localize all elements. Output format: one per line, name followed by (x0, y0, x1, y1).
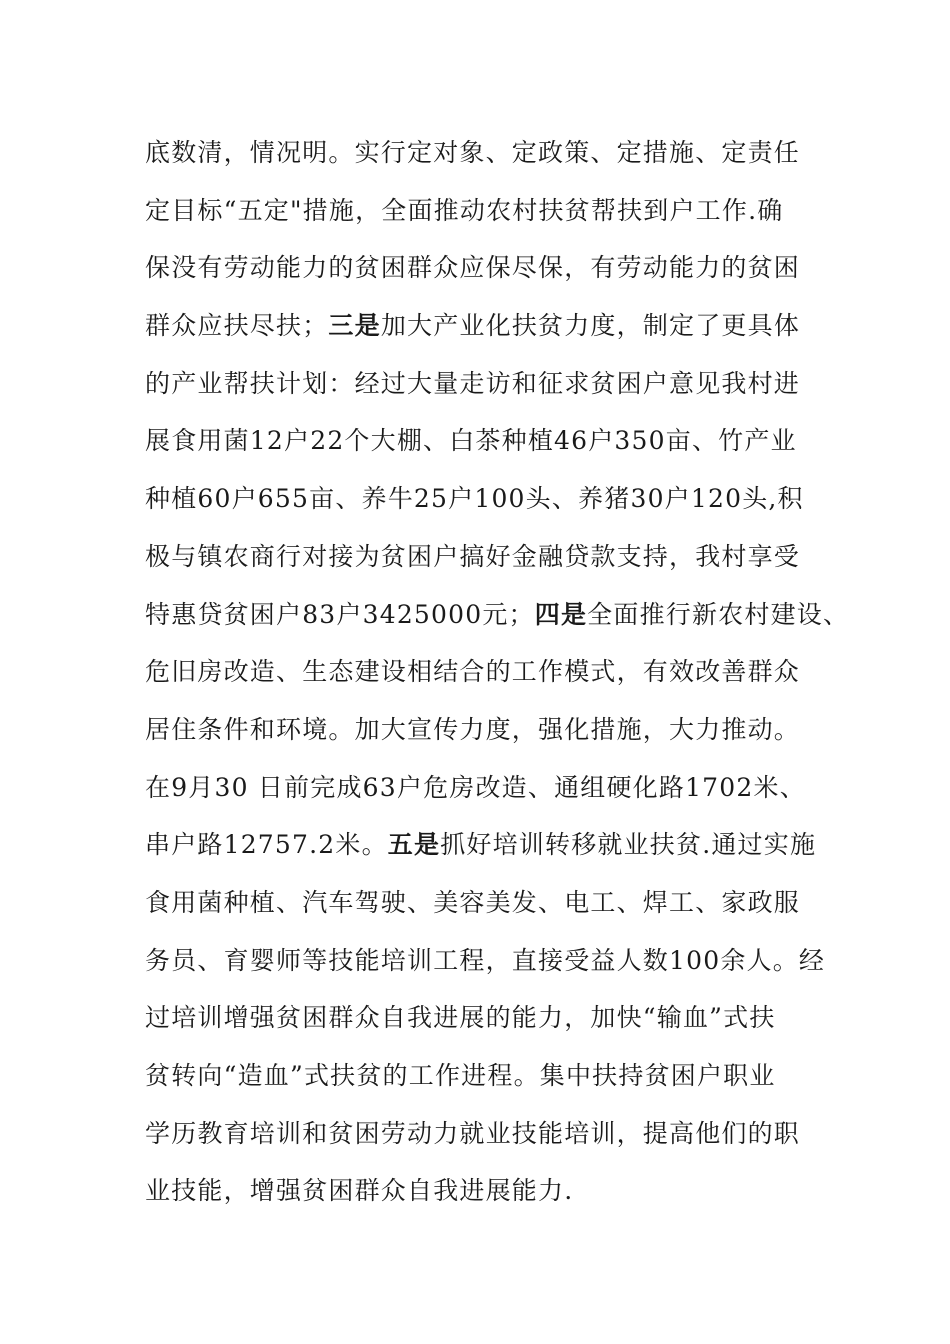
text-span: 的产业帮扶计划：经过大量走访和征求贫困户意见我村进 (145, 368, 801, 398)
bold-marker: 三是 (328, 311, 381, 341)
text-line (145, 1162, 845, 1220)
text-span: 底数清，情况明。实行定对象、定政策、定措施、定责任 (145, 138, 801, 167)
text-line (145, 932, 845, 990)
text-span: 务员、育婴师等技能培训工程，直接受益人数100余人。经 (145, 945, 826, 975)
text-line (145, 701, 845, 759)
text-span: 全面推行新农村建设、 (587, 599, 850, 629)
text-line (145, 182, 845, 240)
text-span: 串户路12757.2米。 (145, 830, 388, 860)
text-line (145, 528, 845, 586)
text-line (145, 470, 845, 528)
text-span: 加大产业化扶贫力度，制定了更具体 (380, 311, 801, 341)
text-span: 群众应扶尽扶； (145, 311, 329, 341)
text-line (145, 1105, 845, 1163)
text-line (145, 355, 845, 413)
text-span: 特惠贷贫困户83户3425000元； (145, 599, 535, 629)
text-line (145, 643, 845, 701)
text-span: 定目标“五定"措施，全面推动农村扶贫帮扶到户工作.确 (145, 195, 784, 225)
text-span: 居住条件和环境。加大宣传力度，强化措施，大力推动。 (145, 714, 801, 744)
text-line (145, 586, 850, 644)
body-text (145, 124, 850, 1220)
text-line (145, 1047, 845, 1105)
text-span: 在9月30 日前完成63户危房改造、通组硬化路1702米、 (145, 772, 806, 802)
text-span: 展食用菌12户22个大棚、白茶种植46户350亩、竹产业 (145, 426, 797, 456)
text-line (145, 124, 845, 182)
text-span: 食用菌种植、汽车驾驶、美容美发、电工、焊工、家政服 (145, 887, 801, 917)
text-span: 贫转向“造血”式扶贫的工作进程。集中扶持贫困户职业 (145, 1061, 776, 1090)
text-line (145, 412, 845, 470)
text-span: 业技能，增强贫困群众自我进展能力. (145, 1176, 574, 1206)
text-span: 极与镇农商行对接为贫困户搞好金融贷款支持，我村享受 (145, 541, 801, 571)
bold-marker: 五是 (387, 830, 441, 860)
text-line (145, 816, 845, 874)
text-span: 学历教育培训和贫困劳动力就业技能培训，提高他们的职 (145, 1118, 801, 1148)
text-span: 过培训增强贫困群众自我进展的能力，加快“输血”式扶 (145, 1003, 776, 1033)
text-line (145, 239, 845, 297)
text-span: 种植60户655亩、养牛25户100头、养猪30户120头,积 (145, 484, 804, 514)
text-line (145, 989, 845, 1047)
text-line (145, 874, 845, 932)
text-span: 抓好培训转移就业扶贫.通过实施 (440, 830, 817, 860)
text-span: 危旧房改造、生态建设相结合的工作模式，有效改善群众 (145, 657, 801, 687)
text-line (145, 759, 845, 817)
text-line (145, 297, 845, 355)
bold-marker: 四是 (534, 599, 588, 629)
text-span: 保没有劳动能力的贫困群众应保尽保，有劳动能力的贫困 (145, 253, 801, 283)
